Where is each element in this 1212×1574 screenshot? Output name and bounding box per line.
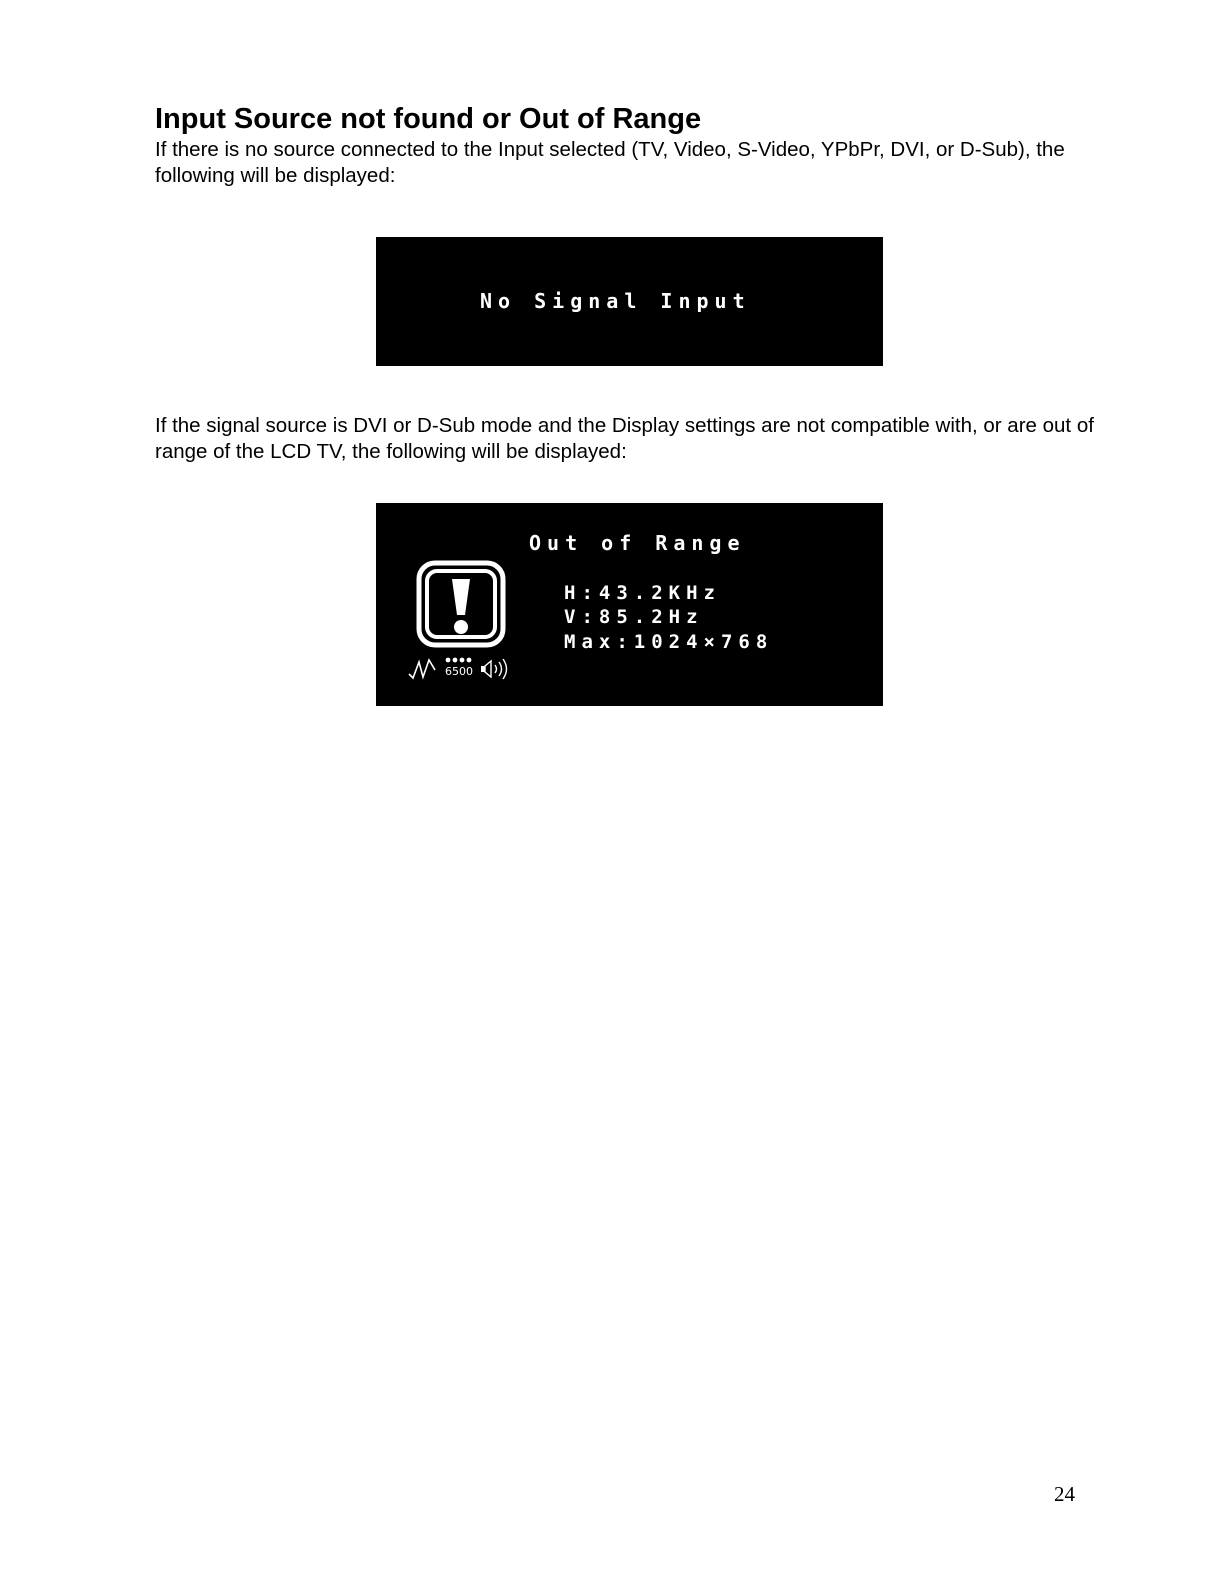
- osd-max-resolution: Max:1024×768: [564, 631, 774, 653]
- color-temperature-label: 6500: [445, 665, 473, 678]
- osd-out-of-range-title: Out of Range: [529, 531, 746, 555]
- osd-horizontal-frequency: H:43.2KHz: [564, 582, 721, 604]
- paragraph-no-source: If there is no source connected to the Input selected (TV, Video, S-Video, YPbPr, DVI, or D-Sub), the following will be displayed:: [155, 138, 1065, 187]
- page-number: 24: [1054, 1482, 1075, 1506]
- osd-no-signal-message: No Signal Input: [480, 289, 751, 313]
- section-heading: Input Source not found or Out of Range: [155, 103, 702, 135]
- osd-vertical-frequency: V:85.2Hz: [564, 606, 704, 628]
- osd-no-signal-screen: [376, 237, 883, 366]
- speaker-icon: [480, 658, 516, 680]
- osd-status-row: [408, 656, 518, 682]
- osd-out-of-range-screen: [376, 503, 883, 706]
- warning-icon: [414, 559, 508, 649]
- color-dots-icon: [444, 656, 474, 664]
- paragraph-out-of-range: If the signal source is DVI or D-Sub mode and the Display settings are not compatible with, or are out of range of the LCD TV, the following will be displayed:: [155, 414, 1094, 463]
